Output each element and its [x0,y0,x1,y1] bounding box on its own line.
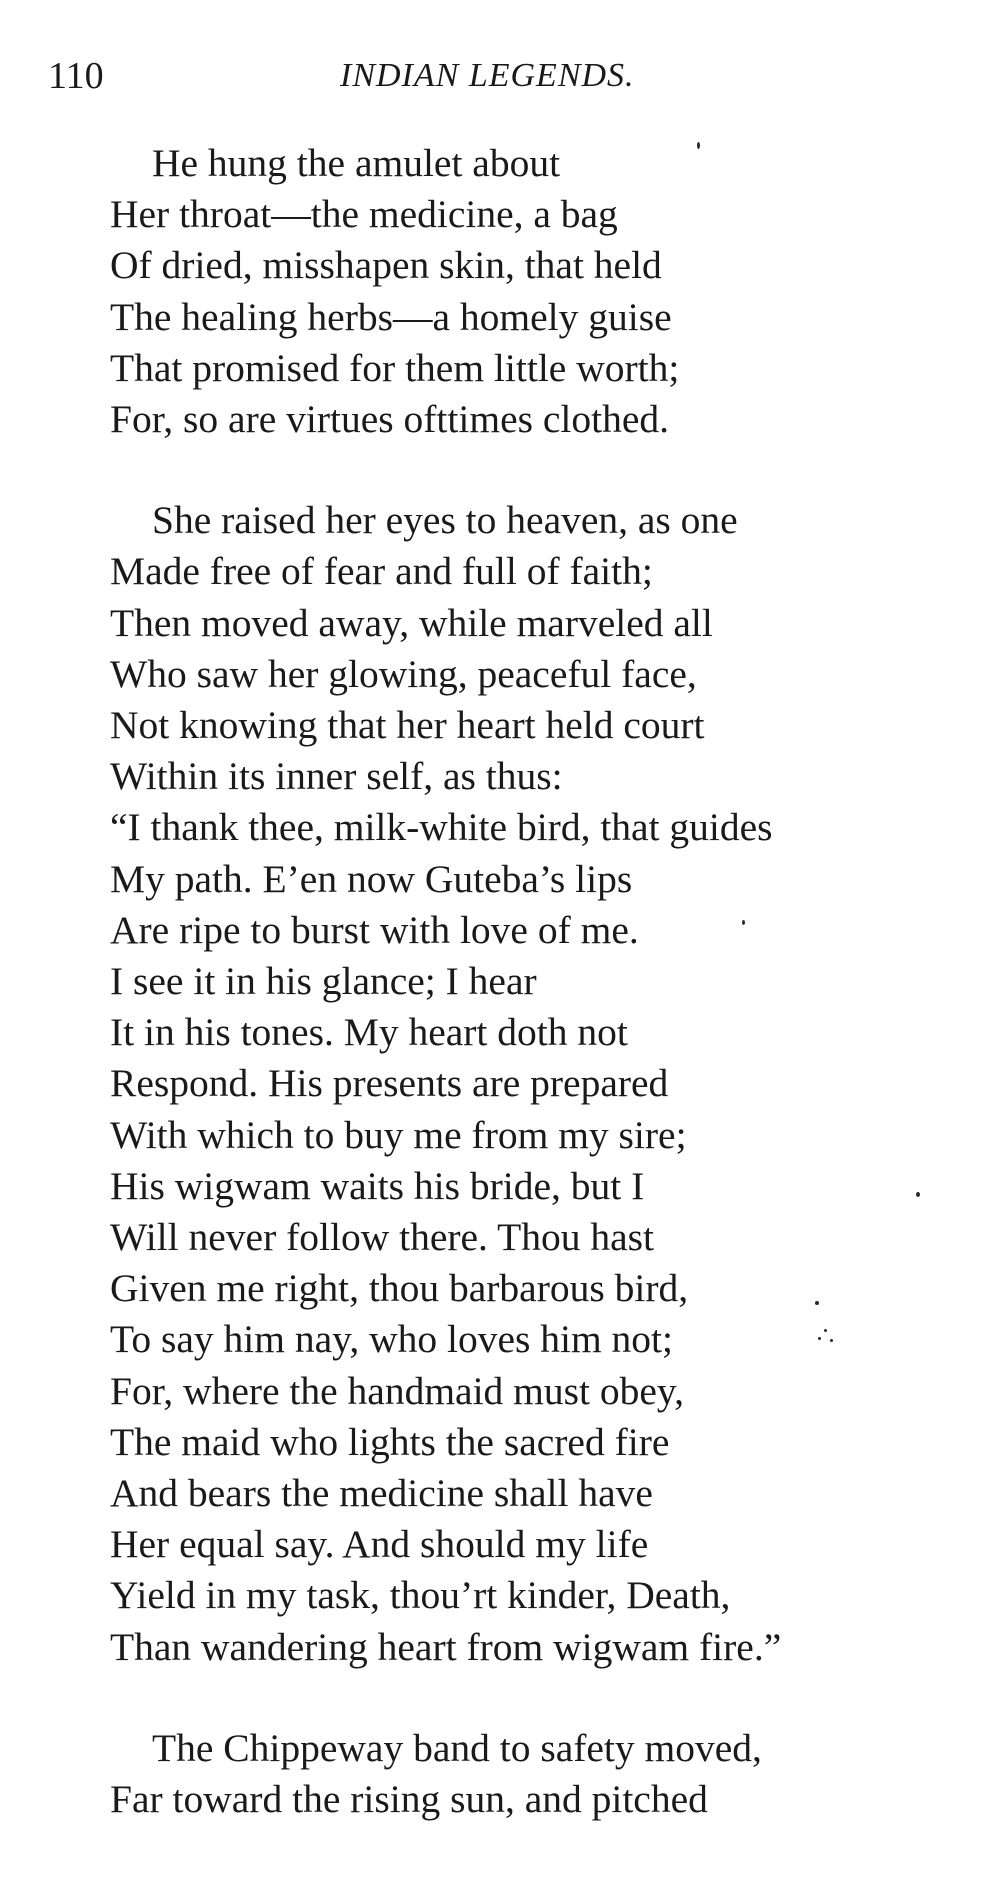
poem-line: Within its inner self, as thus: [110,754,563,799]
stanza-3 [110,1723,990,1825]
poem-line: The Chippeway band to safety moved, [152,1725,762,1770]
poem-line: Of dried, misshapen skin, that held [110,243,662,288]
poem-line: Made free of fear and full of faith; [110,549,653,594]
print-speck [815,1301,819,1305]
print-speck [824,1329,827,1332]
poem-line: Yield in my task, thou’rt kinder, Death, [110,1573,731,1618]
poem-line: And bears the medicine shall have [110,1471,653,1516]
running-title: INDIAN LEGENDS. [340,57,635,94]
poem-line: Will never follow there. Thou hast [110,1215,654,1260]
stanza-1 [110,138,990,445]
poem-body [110,138,990,1875]
poem-line: Her equal say. And should my life [110,1522,649,1567]
poem-line: Are ripe to burst with love of me. [110,907,639,952]
poem-line: She raised her eyes to heaven, as one [152,498,738,543]
print-speck [818,1337,821,1340]
poem-line: The healing herbs—a homely guise [110,294,672,339]
poem-line: Respond. His presents are prepared [110,1061,669,1106]
poem-line: Than wandering heart from wigwam fire.” [110,1624,782,1669]
poem-line: Far toward the rising sun, and pitched [110,1777,708,1822]
print-speck [697,142,700,149]
poem-line: Who saw her glowing, peaceful face, [110,651,697,696]
poem-line: Given me right, thou barbarous bird, [110,1266,689,1311]
print-speck [830,1339,833,1342]
poem-line: Then moved away, while marveled all [110,600,713,645]
poem-line: With which to buy me from my sire; [110,1112,687,1157]
poem-line: To say him nay, who loves him not; [110,1317,673,1362]
poem-line: His wigwam waits his bride, but I [110,1163,645,1208]
poem-line: I see it in his glance; I hear [110,959,537,1004]
poem-line: “I thank thee, milk-white bird, that guides [110,805,773,850]
poem-line: Not knowing that her heart held court [110,703,705,748]
page-number: 110 [48,55,104,97]
running-header [0,52,1000,100]
stanza-2 [110,495,990,1673]
poem-line: He hung the amulet about [152,141,561,185]
poem-line: For, where the handmaid must obey, [110,1368,684,1413]
poem-line: That promised for them little worth; [110,345,680,390]
poem-line: The maid who lights the sacred fire [110,1419,670,1464]
print-speck [916,1192,920,1197]
poem-line: For, so are virtues ofttimes clothed. [110,397,669,442]
poem-line: Her throat—the medicine, a bag [110,192,618,237]
poem-line: It in his tones. My heart doth not [110,1010,628,1055]
print-speck [742,920,745,925]
poem-line: My path. E’en now Guteba’s lips [110,856,633,901]
